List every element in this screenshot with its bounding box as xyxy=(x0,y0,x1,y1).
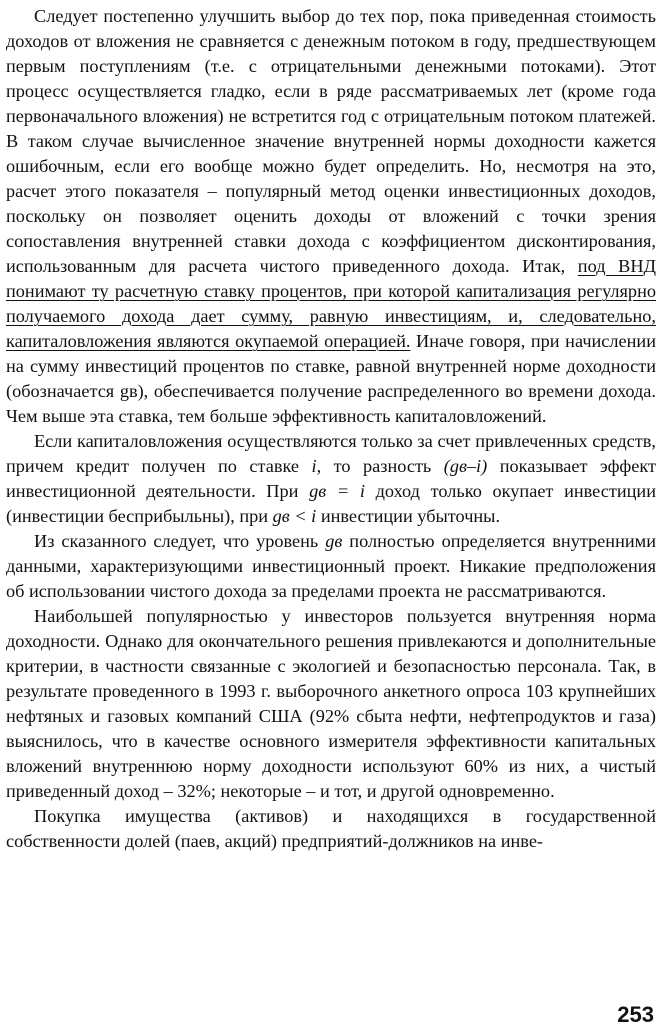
paragraph-text: Из сказанного следует, что уровень xyxy=(34,531,326,551)
math-expression: (gв–i) xyxy=(443,456,488,476)
paragraph-text: , то разность xyxy=(316,456,444,476)
math-expression: gв < i xyxy=(272,506,317,526)
paragraph-internal-data xyxy=(6,529,656,604)
document-page xyxy=(6,4,656,854)
paragraph-text: инвестиции убыточны. xyxy=(316,506,501,526)
paragraph-text: доход только окупает инвестиции (инвестиции бесприбыльны), при xyxy=(6,481,656,526)
math-symbol: i xyxy=(311,456,317,476)
paragraph-survey xyxy=(6,604,656,804)
paragraph-text: Если капиталовложения осуществляются только за счет привлеченных средств, причем кредит получен по ставке xyxy=(6,431,656,476)
math-symbol: gв xyxy=(325,531,343,551)
math-expression: gв = i xyxy=(309,481,365,501)
paragraph-text: полностью определяется внутренними данными, характеризующими инвестиционный проект. Никакие предположения об использовании чистого дохода за пределами проекта не рассматриваются. xyxy=(6,531,656,601)
paragraph-irr-definition xyxy=(6,4,656,429)
paragraph-text: Наибольшей популярностью у инвесторов пользуется внутренняя норма доходности. Однако для окончательного решения привлекаются и дополнительные критерии, в частности связанные с экологией и безопасностью персонала. Так, в результате проведенного в 1993 г. выборочного анкетного опроса 103 крупнейших нефтяных и газовых компаний США (92% сбыта нефти, нефтепродуктов и газа) выяснилось, что в качестве основного измерителя эффективности капитальных вложений внутреннюю норму доходности используют 60% из них, а чистый приведенный доход – 32%; некоторые – и тот, и другой одновременно. xyxy=(6,606,656,801)
paragraph-asset-purchase xyxy=(6,804,656,854)
paragraph-text: Покупка имущества (активов) и находящихся в государственной собственности долей (паев, акций) предприятий-должников на инве- xyxy=(6,806,656,851)
paragraph-text: показывает эффект инвестиционной деятельности. При xyxy=(6,456,656,501)
page-number: 253 xyxy=(617,1002,654,1027)
underlined-definition: под ВНД понимают ту расчетную ставку процентов, при которой капитализация регулярно получаемого дохода дает сумму, равную инвестициям, и, следовательно, капиталовложения являются окупаемой операцией. xyxy=(6,256,657,351)
paragraph-text: Следует постепенно улучшить выбор до тех пор, пока приведенная стоимость доходов от вложения не сравняется с денежным потоком в году, предшествующем первым поступлениям (т.е. с отрицательными денежными потоками). Этот процесс осуществляется гладко, если в ряде рассматриваемых лет (кроме года первоначального вложения) не встретится год с отрицательным потоком платежей. В таком случае вычисленное значение внутренней нормы доходности кажется ошибочным, если его вообще можно будет определить. Но, несмотря на это, расчет этого показателя – популярный метод оценки инвестиционных доходов, поскольку он позволяет оценить доходы от вложений с точки зрения сопоставления внутренней ставки дохода с коэффициентом дисконтирования, использованным для расчета чистого приведенного дохода. Итак, xyxy=(6,6,656,276)
paragraph-borrowed-funds xyxy=(6,429,656,529)
paragraph-text: Иначе говоря, при начислении на сумму инвестиций процентов по ставке, равной внутренней норме доходности (обозначается gв), обеспечивается получение распределенного во времени дохода. Чем выше эта ставка, тем больше эффективность капиталовложений. xyxy=(6,331,656,426)
